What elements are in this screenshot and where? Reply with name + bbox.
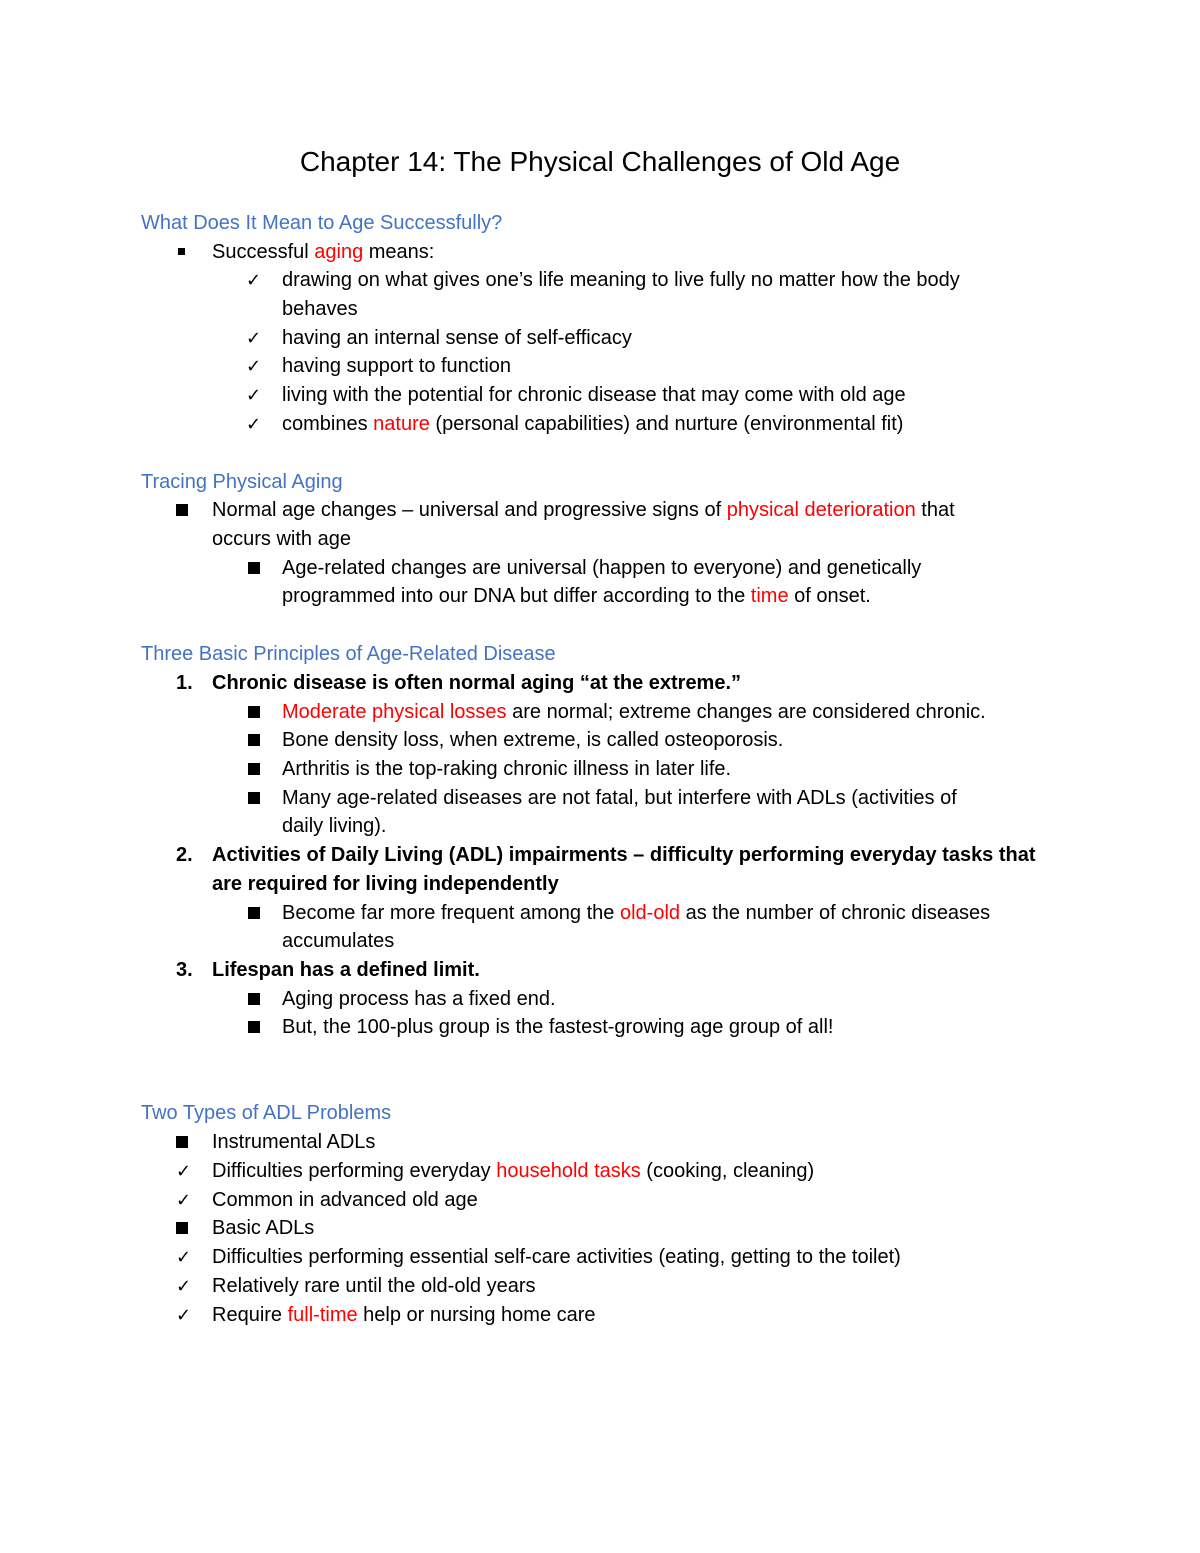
square-bullet-icon [248,763,260,775]
sub-bullet-text: Arthritis is the top-raking chronic illness in later life. [282,758,732,780]
check-item-text: drawing on what gives one’s life meaning to live fully no matter how the body [282,269,960,291]
square-bullet-icon [248,734,260,746]
square-bullet-icon [178,248,185,255]
principle-text: Activities of Daily Living (ADL) impairments – difficulty performing everyday tasks that [212,844,1036,866]
bullet-text: Successful aging means: [212,241,435,263]
list-number: 1. [176,672,193,694]
adl-item-text: Basic ADLs [212,1217,315,1239]
list-number: 3. [176,959,193,981]
sub-bullet-text: Bone density loss, when extreme, is called osteoporosis. [282,729,784,751]
adl-item-text: Require full-time help or nursing home care [212,1304,596,1326]
square-bullet-icon [248,907,260,919]
checkmark-icon: ✓ [246,385,262,405]
square-bullet-icon [176,1222,188,1234]
sub-bullet-text-cont: programmed into our DNA but differ according to the time of onset. [282,585,871,607]
checkmark-icon: ✓ [176,1305,192,1325]
checkmark-icon: ✓ [176,1161,192,1181]
square-bullet-icon [248,993,260,1005]
square-bullet-icon [248,1021,260,1033]
square-bullet-icon [176,504,188,516]
checkmark-icon: ✓ [246,270,262,290]
bullet-text: Normal age changes – universal and progressive signs of physical deterioration that [212,499,955,521]
checkmark-icon: ✓ [176,1190,192,1210]
section-heading-three-principles: Three Basic Principles of Age-Related Disease [141,643,556,665]
sub-bullet-text: Moderate physical losses are normal; extreme changes are considered chronic. [282,701,986,723]
sub-bullet-text: Many age-related diseases are not fatal, but interfere with ADLs (activities of [282,787,957,809]
adl-item-text: Instrumental ADLs [212,1131,376,1153]
square-bullet-icon [176,1136,188,1148]
adl-item-text: Relatively rare until the old-old years [212,1275,536,1297]
principle-text: Lifespan has a defined limit. [212,959,480,981]
sub-bullet-text-cont: accumulates [282,930,395,952]
check-item-text-cont: behaves [282,298,358,320]
check-item-text: combines nature (personal capabilities) and nurture (environmental fit) [282,413,904,435]
checkmark-icon: ✓ [246,356,262,376]
sub-bullet-text-cont: daily living). [282,815,387,837]
sub-bullet-text: Become far more frequent among the old-old as the number of chronic diseases [282,902,991,924]
check-item-text: having an internal sense of self-efficacy [282,327,632,349]
check-item-text: living with the potential for chronic disease that may come with old age [282,384,906,406]
principle-text: Chronic disease is often normal aging “at the extreme.” [212,672,742,694]
checkmark-icon: ✓ [176,1247,192,1267]
bullet-text-cont: occurs with age [212,528,351,550]
square-bullet-icon [248,792,260,804]
square-bullet-icon [248,562,260,574]
sub-bullet-text: But, the 100-plus group is the fastest-growing age group of all! [282,1016,834,1038]
page-title: Chapter 14: The Physical Challenges of Old Age [299,146,901,177]
checkmark-icon: ✓ [246,328,262,348]
section-heading-successful-aging: What Does It Mean to Age Successfully? [141,212,503,234]
square-bullet-icon [248,706,260,718]
adl-item-text: Common in advanced old age [212,1189,478,1211]
adl-item-text: Difficulties performing essential self-care activities (eating, getting to the toilet) [212,1246,901,1268]
checkmark-icon: ✓ [246,414,262,434]
adl-item-text: Difficulties performing everyday household tasks (cooking, cleaning) [212,1160,815,1182]
principle-text-cont: are required for living independently [212,873,559,895]
list-number: 2. [176,844,193,866]
checkmark-icon: ✓ [176,1276,192,1296]
sub-bullet-text: Aging process has a fixed end. [282,988,556,1010]
check-item-text: having support to function [282,355,512,377]
sub-bullet-text: Age-related changes are universal (happen to everyone) and genetically [282,557,922,579]
section-heading-tracing-physical-aging: Tracing Physical Aging [141,471,343,493]
section-heading-adl-problems: Two Types of ADL Problems [141,1102,392,1124]
